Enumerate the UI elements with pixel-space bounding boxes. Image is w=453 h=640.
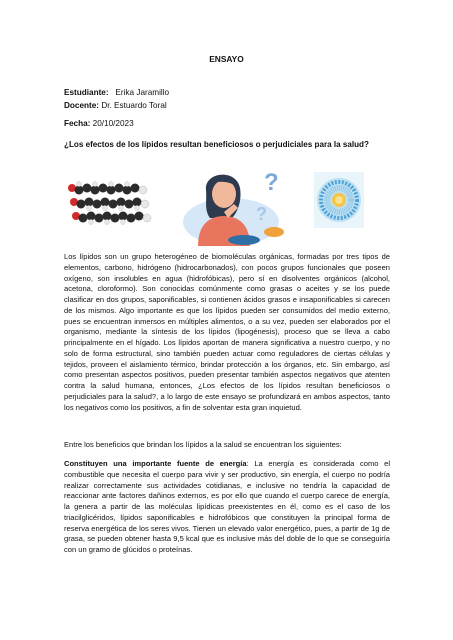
thinking-woman-illustration (176, 160, 296, 250)
paragraph-energy (64, 459, 390, 556)
bowl-shape (228, 235, 260, 245)
teacher-name: Dr. Estuardo Toral (101, 101, 167, 110)
student-name: Erika Jaramillo (115, 88, 170, 97)
illustrations-row (64, 160, 394, 250)
molecule-chain-1 (68, 182, 147, 195)
date-value: 20/10/2023 (92, 119, 134, 128)
teacher-line (64, 101, 167, 110)
student-line (64, 88, 169, 97)
plate-shape (264, 227, 284, 237)
lipid-molecule-icon (64, 178, 164, 228)
energy-heading: Constituyen una importante fuente de energía (64, 459, 247, 468)
student-label: Estudiante: (64, 88, 109, 97)
question-mark-icon: ? (264, 169, 279, 196)
document-title: ENSAYO (209, 54, 244, 64)
molecule-chain-2 (70, 198, 149, 211)
essay-question: ¿Los efectos de los lípidos resultan beneficiosos o perjudiciales para la salud? (64, 140, 369, 149)
date-label: Fecha: (64, 119, 91, 128)
paragraph-benefits-intro: Entre los beneficios que brindan los lípidos a la salud se encuentran los siguientes: (64, 440, 342, 449)
date-line (64, 119, 134, 128)
teacher-label: Docente: (64, 101, 100, 110)
face-shape (212, 180, 236, 208)
micelle-icon (314, 172, 364, 228)
energy-body: : La energía es considerada como el combustible que necesita el cuerpo para vivir y ser productivo, sin energía, el cuerpo no podría realizar correctamente sus actividades cotidianas, e inclusive no tendría la capacidad de reaccionar ante factores dañinos externos, es por ello que cuando el cuerpo carece de energía, la genera a partir de las moléculas lipídicas preexistentes en él, como es el caso de los triacilglicéridos, lípidos saponificables e hidrofóbicos que constituyen la principal forma de reserva energética de los seres vivos. Tienen un elevado valor energético, pues, a partir de 1g de grasa, se pueden obtener hasta 9,5 kcal que es inclusive más del doble de lo que se conseguiría con un gramo de glúcidos o proteínas. (64, 459, 390, 554)
question-mark-small-icon: ? (256, 204, 267, 224)
paragraph-introduction: Los lípidos son un grupo heterogéneo de biomoléculas orgánicas, formadas por tres tipos de elementos, carbono, hidrógeno (hidrocarbonados), con pocos grupos funcionales que poseen oxígeno, son insolubles en agua (hidrofóbicas), pero sí en disolventes orgánicos (alcohol, acetona, cloroformo). Son conocidas comúnmente como grasas o aceites y se los puede clasificar en dos grupos, saponificables, si contienen ácidos grasos e insaponificables si carecen de los mismos. Algo importante es que los lípidos pueden ser consumidos del medio externo, pues se encuentran inmersos en múltiples alimentos, o a su vez, pueden ser elaborados por el organismo, mediante la síntesis de los lípidos (lipogénesis), proceso que se lleva a cabo principalmente en el hígado. Los lípidos aportan de manera significativa a nuestro cuerpo, y no solo de forma estructural, sino también pueden actuar como reguladores de ciertas células y tejidos, proveen el aislamiento térmico, brindar protección a los órganos, etc. Sin embargo, así como presentan aspectos positivos, pueden presentar también aspectos negativos que atenten contra la salud humana, entonces, ¿Los efectos de los lípidos resultan beneficiosos o perjudiciales para la salud?, a lo largo de este ensayo se profundizará en ambos aspectos, tanto los negativos como los positivos, a fin de solventar esta gran inquietud. (64, 252, 390, 412)
molecule-chain-3 (72, 212, 151, 225)
